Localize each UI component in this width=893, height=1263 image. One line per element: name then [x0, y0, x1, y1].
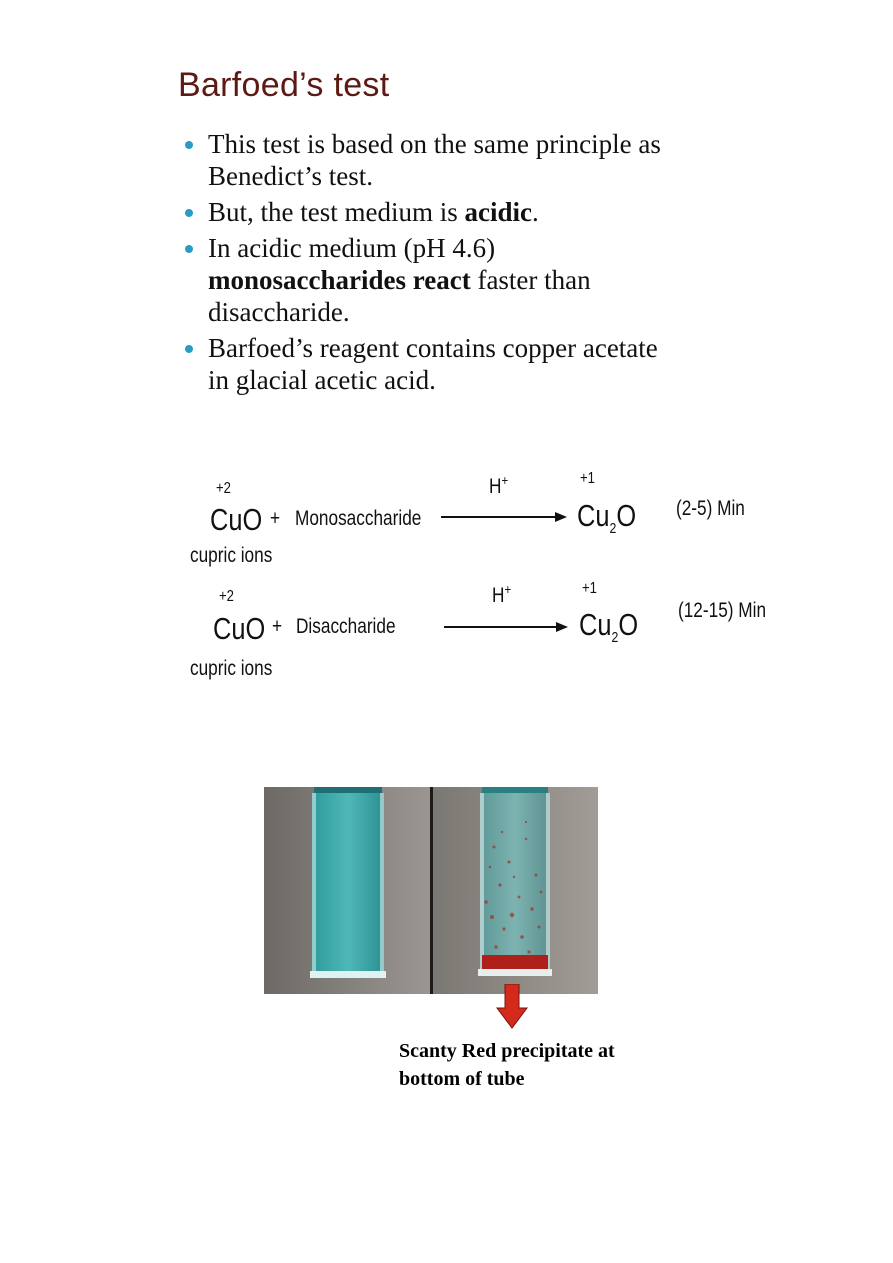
- down-arrow-icon: [496, 984, 528, 1030]
- sugar-name: Monosaccharide: [295, 507, 422, 530]
- cuvette-base-left: [310, 971, 386, 978]
- sugar-name: Disaccharide: [296, 615, 396, 638]
- page-title: Barfoed’s test: [178, 66, 390, 104]
- reactant-formula: CuO: [213, 611, 266, 646]
- cuvette-base-right: [478, 969, 552, 976]
- arrow-head-icon: [556, 622, 568, 632]
- reactant-formula: CuO: [210, 502, 263, 537]
- bullet-list: [185, 128, 835, 400]
- reaction-arrow: [444, 626, 556, 628]
- oxidation-state-left: +2: [219, 588, 234, 605]
- bullet-item: This test is based on the same principle as Benedict’s test.: [185, 128, 835, 192]
- bullet-item: Barfoed’s reagent contains copper acetate in glacial acetic acid.: [185, 332, 835, 396]
- red-precipitate: [482, 955, 548, 969]
- bullet-dot-icon: [185, 345, 193, 353]
- oxidation-state-right: +1: [580, 470, 595, 487]
- bullet-item: But, the test medium is acidic.: [185, 196, 835, 228]
- bullet-dot-icon: [185, 209, 193, 217]
- plus-sign: +: [270, 507, 281, 530]
- cuvette-right: [480, 793, 550, 969]
- ions-label: cupric ions: [190, 657, 273, 680]
- bullet-item: In acidic medium (pH 4.6) monosaccharides react faster than disaccharide.: [185, 232, 835, 328]
- photo-divider: [430, 787, 433, 994]
- bullet-dot-icon: [185, 141, 193, 149]
- cuvette-left: [312, 793, 384, 975]
- figure-caption: Scanty Red precipitate at bottom of tube: [399, 1040, 615, 1090]
- bullet-dot-icon: [185, 245, 193, 253]
- oxidation-state-right: +1: [582, 580, 597, 597]
- plus-sign: +: [272, 615, 283, 638]
- reaction-time: (2-5) Min: [676, 497, 745, 520]
- arrow-head-icon: [555, 512, 567, 522]
- reaction-time: (12-15) Min: [678, 599, 767, 622]
- product-formula: $Cu_2O$: [577, 498, 637, 538]
- ions-label: cupric ions: [190, 544, 273, 567]
- catalyst: H+: [489, 472, 509, 498]
- oxidation-state-left: +2: [216, 480, 231, 497]
- product-formula: $Cu_2O$: [579, 607, 639, 647]
- test-tube-photo: [264, 787, 598, 994]
- catalyst: H+: [492, 581, 512, 607]
- reaction-arrow: [441, 516, 555, 518]
